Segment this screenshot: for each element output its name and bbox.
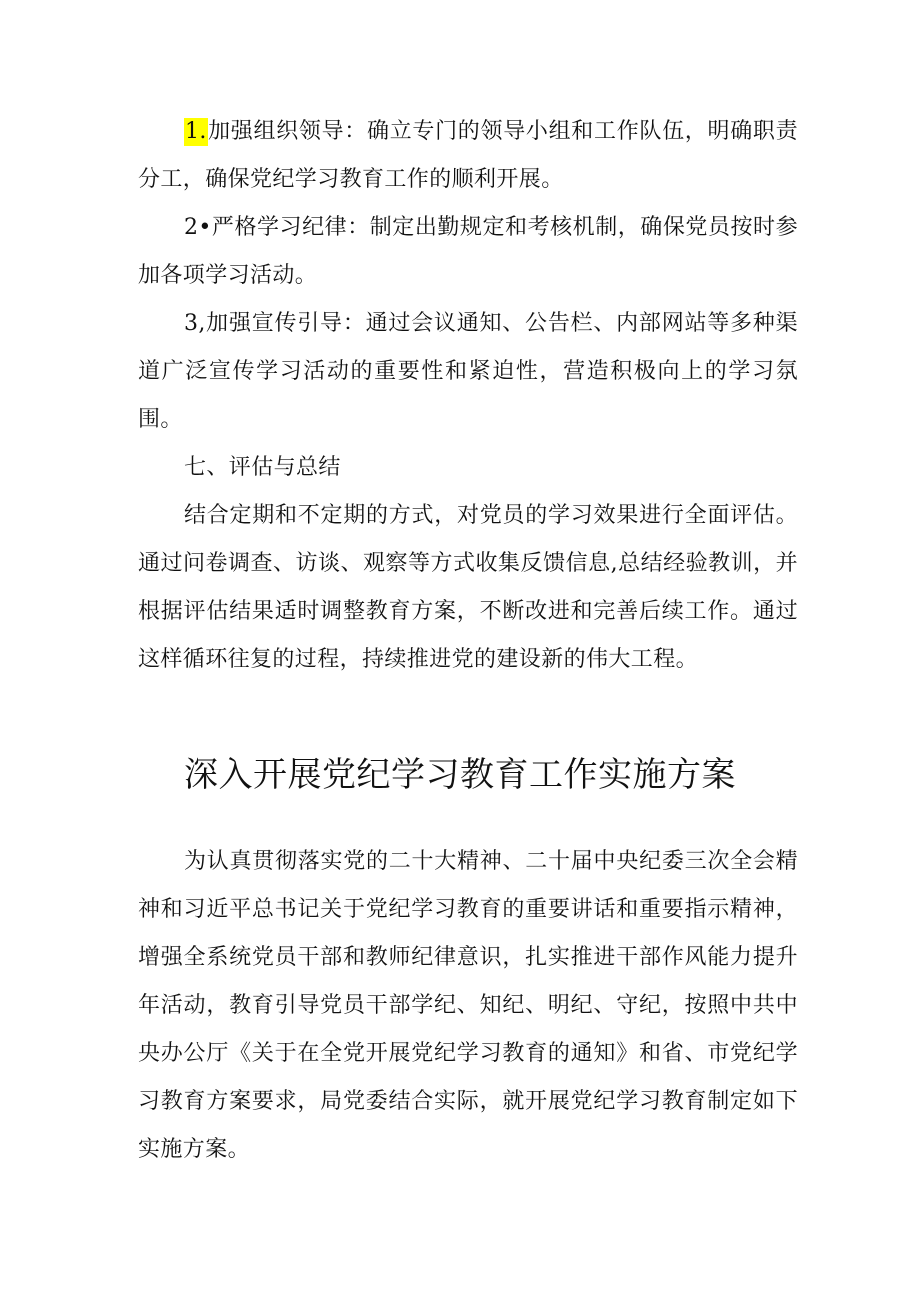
measure-item-3: 3,加强宣传引导：通过会议通知、公告栏、内部网站等多种渠道广泛宣传学习活动的重要性和紧迫性，营造积极向上的学习氛围。 <box>138 311 798 432</box>
document-title: 深入开展党纪学习教育工作实施方案 <box>184 755 736 795</box>
measure-item-2: 2•严格学习纪律：制定出勤规定和考核机制，确保党员按时参加各项学习活动。 <box>138 215 798 288</box>
measure-item-1 <box>138 108 798 204</box>
highlighted-number: 1. <box>185 119 207 144</box>
intro-section <box>138 838 798 1174</box>
measures-section <box>138 108 798 684</box>
intro-paragraph: 为认真贯彻落实党的二十大精神、二十届中央纪委三次全会精神和习近平总书记关于党纪学习教育的重要讲话和重要指示精神，增强全系统党员干部和教师纪律意识，扎实推进干部作风能力提升年活动，教育引导党员干部学纪、知纪、明纪、守纪，按照中共中央办公厅《关于在全党开展党纪学习教育的通知》和省、市党纪学习教育方案要求，局党委结合实际，就开展党纪学习教育制定如下实施方案。 <box>138 849 798 1162</box>
section-heading-evaluation: 七、评估与总结 <box>184 455 341 480</box>
measure-item-1-text: 加强组织领导：确立专门的领导小组和工作队伍，明确职责分工，确保党纪学习教育工作的顺利开展。 <box>138 119 798 192</box>
evaluation-paragraph: 结合定期和不定期的方式，对党员的学习效果进行全面评估。通过问卷调查、访谈、观察等方式收集反馈信息,总结经验教训，并根据评估结果适时调整教育方案，不断改进和完善后续工作。通过这样循环往复的过程，持续推进党的建设新的伟大工程。 <box>138 503 798 672</box>
